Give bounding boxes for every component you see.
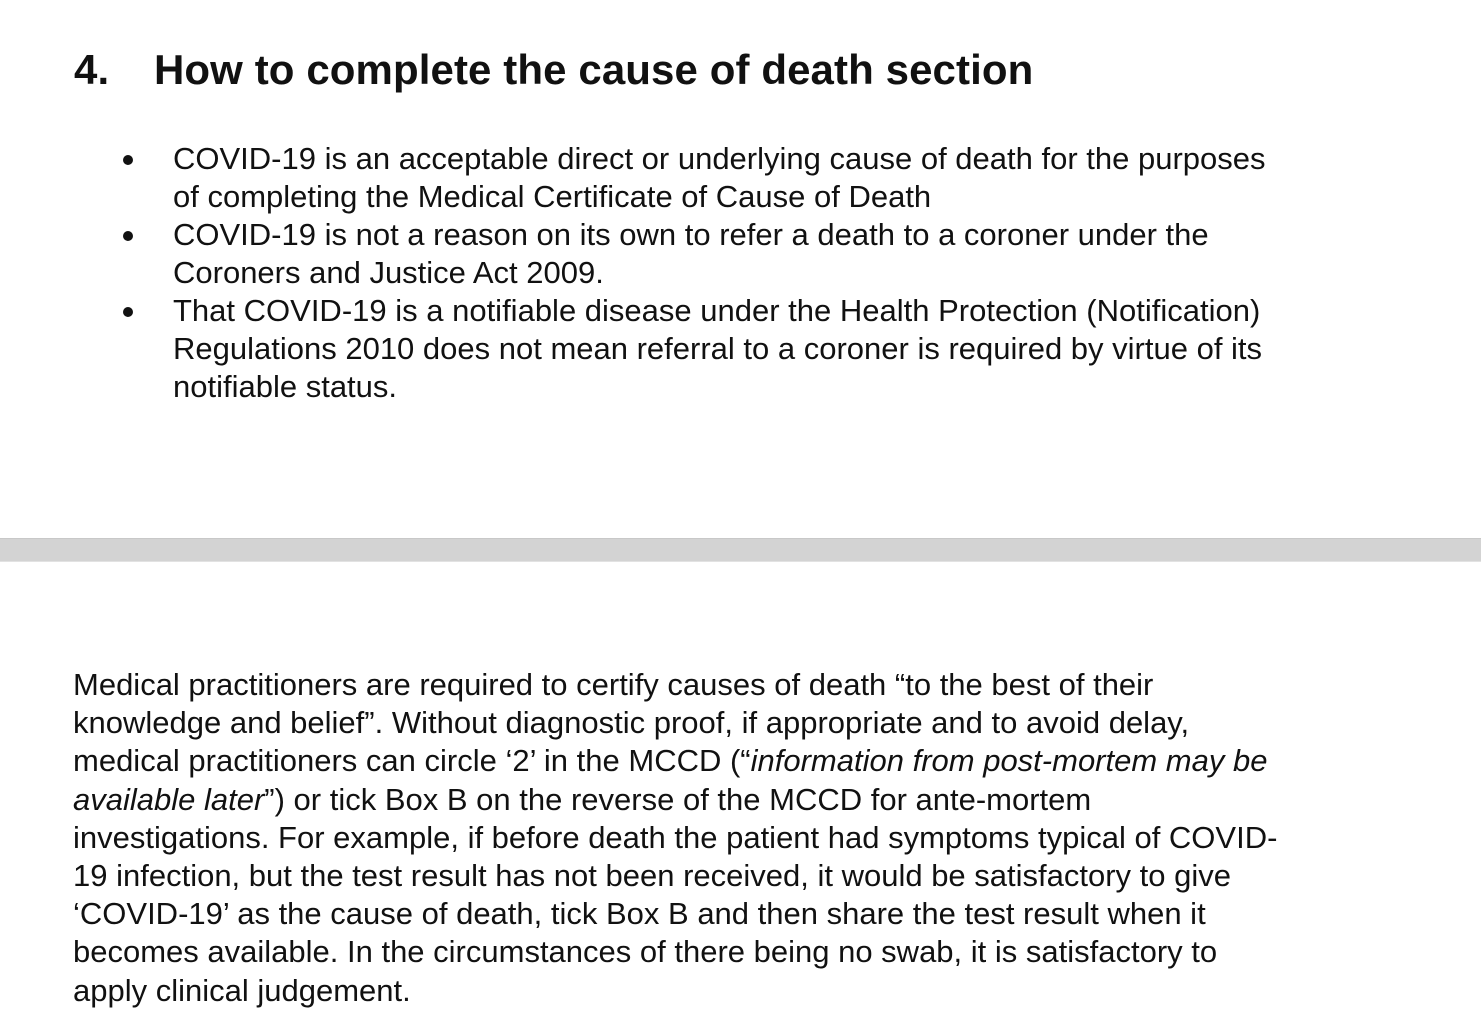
paragraph-line: becomes available. In the circumstances of there being no swab, it is satisfactory to [73,934,1218,970]
page-separator [0,538,1481,562]
bullet-item [115,292,1365,406]
bullet-icon [123,155,133,165]
paragraph-text: ”) or tick Box B on the reverse of the MCCD for ante-mortem [264,781,1092,817]
bullet-icon [123,231,133,241]
bullet-item [115,216,1365,292]
bullet-list [115,140,1365,406]
paragraph-text: medical practitioners can circle ‘2’ in the MCCD (“ [73,743,751,779]
section-number: 4. [74,46,110,93]
paragraph-line: investigations. For example, if before death the patient had symptoms typical of COVID- [73,819,1278,855]
bullet-line: Regulations 2010 does not mean referral to a coroner is required by virtue of its [173,331,1263,366]
bullet-line: COVID-19 is not a reason on its own to refer a death to a coroner under the [173,217,1209,252]
paragraph-line [73,781,1373,819]
bullet-line: Coroners and Justice Act 2009. [173,255,604,290]
paragraph-line: Medical practitioners are required to certify causes of death “to the best of their [73,667,1154,702]
paragraph-line: 19 infection, but the test result has not been received, it would be satisfactory to give [73,858,1232,894]
bullet-line: of completing the Medical Certificate of Cause of Death [173,179,932,214]
body-paragraph [73,666,1373,1010]
paragraph-italic-text: available later [73,781,265,817]
bullet-line: COVID-19 is an acceptable direct or underlying cause of death for the purposes [173,141,1266,176]
paragraph-line: knowledge and belief”. Without diagnostic proof, if appropriate and to avoid delay, [73,705,1190,741]
section-title: How to complete the cause of death section [154,46,1034,93]
section-heading [74,44,1033,96]
bullet-line: notifiable status. [173,369,398,404]
paragraph-line: ‘COVID-19’ as the cause of death, tick Box B and then share the test result when it [73,896,1206,932]
paragraph-italic-text: information from post-mortem may be [750,743,1268,779]
bullet-item [115,140,1365,216]
bullet-line: That COVID-19 is a notifiable disease under the Health Protection (Notification) [173,293,1261,328]
paragraph-line [73,742,1373,780]
paragraph-line: apply clinical judgement. [73,972,411,1008]
bullet-icon [123,307,133,317]
